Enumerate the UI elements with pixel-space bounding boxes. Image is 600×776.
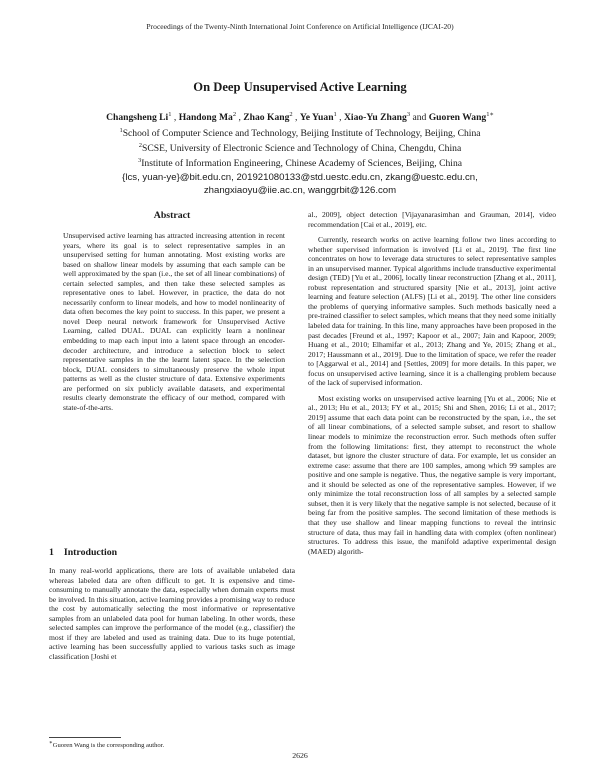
paragraph: Most existing works on unsupervised active learning [Yu et al., 2006; Nie et al., 2013; Hu et al., 2013; FY et al., 2015; Shi and Shen, 2016; Li et al., 2017; 2019] assume that each data point can be reconstructed by the span, i.e., the set of all linear combinations, of a selected sample subset, and resort to shallow linear models to minimize the reconstruction error. Such methods often suffer from the following limitations: first, they attempt to reconstruct the whole dataset, but ignore the cluster structure of data. For example, let us consider an extreme case: assume that there are 100 samples, among which 99 samples are positive and one sample is negative. Thus, the negative sample is very important, and it should be selected as one of the representative samples. However, if we only minimize the total reconstruction loss of all samples by a selected sample subset, then it is very likely that the negative sample is not selected, because of it being far from the positive samples. The second limitation of these methods is that they use shallow and linear mapping functions to reveal the intrinsic structure of data, thus may fail in handling data with complex (often nonlinear) structures. To address this issue, the manifold adaptive experimental design (MAED) algorith-: [308, 393, 556, 556]
author-separator: ,: [292, 112, 300, 124]
section-heading-introduction: [49, 547, 117, 558]
author-affil-mark: 1: [168, 111, 172, 118]
email-line: {lcs, yuan-ye}@bit.edu.cn, 201921080133@std.uestc.edu.cn, zkang@uestc.edu.cn,: [122, 172, 478, 183]
running-head: Proceedings of the Twenty-Ninth International Joint Conference on Artificial Intelligence (IJCAI-20): [146, 22, 454, 31]
author-separator: ,: [236, 112, 244, 124]
author-separator: ,: [171, 112, 179, 124]
author-separator: ,: [336, 112, 344, 124]
page-number: 2626: [292, 751, 308, 760]
author-affil-mark: 2: [289, 111, 293, 118]
author-list: [0, 108, 600, 124]
section-number: 1: [49, 547, 54, 558]
introduction-text: In many real-world applications, there are lots of available unlabeled data whereas labeled data are often difficult to get. It is expensive and time-consuming to manually annotate the data, especially when domain experts must be involved. In this situation, active learning provides a promising way to reduce the cost by automatically selecting the most informative or representative samples from an unlabeled data pool for human labeling. In other words, these selected samples can improve the performance of the model (e.g., classifier) the most if they are labeled and used as training data. Due to its huge potential, active learning has been successfully applied to various tasks such as image classification [Joshi et: [49, 566, 295, 661]
affiliation-text: Institute of Information Engineering, Chinese Academy of Sciences, Beijing, China: [141, 158, 463, 170]
footnote-divider: [49, 737, 121, 738]
paragraph: Currently, research works on active learning follow two lines according to whether supervised information is involved [Li et al., 2019]. The first line concentrates on how to leverage data structures to select representative samples in an unsupervised manner. Typical algorithms include transductive experimental design (TED) [Yu et al., 2006], locally linear reconstruction [Zhang et al., 2011], robust representation and structured sparsity [Nie et al., 2013], joint active learning and feature selection (ALFS) [Li et al., 2019]. The other line considers the problems of querying informative samples. Such methods basically need a pre-trained classifier to select samples, which means that they need some initially labeled data for training. In this line, many approaches have been proposed in the past decades [Freund et al., 1997; Kapoor et al., 2007; Jain and Kapoor, 2009; Huang et al., 2010; Elhamifar et al., 2013; Zhang and Ye, 2015; Zhang et al., 2017; Haussmann et al., 2019]. Due to the limitation of space, we refer the reader to [Aggarwal et al., 2014] and [Settles, 2009] for more details. In this paper, we focus on unsupervised active learning, since it is a challenging problem because of the lack of supervised information.: [308, 235, 556, 388]
abstract-text: Unsupervised active learning has attracted increasing attention in recent years, where its goal is to select representative samples in an unsupervised setting for human annotating. Most existing works are based on shallow linear models by assuming that each sample can be well approximated by the span (i.e., the set of all linear combinations) of certain selected samples, and then take these selected samples as representative ones to label. However, in practice, the data do not necessarily conform to linear models, and how to model nonlinearity of data often becomes the key point to success. In this paper, we present a novel Deep neural network framework for Unsupervised Active Learning, called DUAL. DUAL can explicitly learn a nonlinear embedding to map each input into a latent space through an encoder-decoder architecture, and introduce a selection block to select representative samples in the the learnt latent space. In the selection block, DUAL considers to simultaneously preserve the whole input patterns as well as the cluster structure of data. Extensive experiments are performed on six publicly available datasets, and experimental results clearly demonstrate the efficacy of our method, compared with state-of-the-arts.: [63, 231, 285, 412]
right-column: [308, 210, 556, 562]
footnote-mark: ∗: [49, 740, 53, 746]
paragraph: al., 2009], object detection [Vijayanarasimhan and Grauman, 2014], video recommendation [Cai et al., 2019], etc.: [308, 210, 556, 229]
author-name: Handong Ma: [178, 112, 233, 124]
section-title: Introduction: [63, 547, 118, 558]
author-affil-mark: 2: [232, 111, 237, 118]
affiliation: [0, 154, 600, 170]
footnote-text: Guoren Wang is the corresponding author.: [52, 742, 165, 750]
abstract-heading: Abstract: [153, 210, 191, 221]
email-block: [0, 171, 600, 197]
footnote: [49, 740, 164, 749]
author-affil-mark: 1∗: [486, 111, 494, 118]
author-separator: and: [410, 112, 429, 124]
affiliation-mark: 2: [138, 142, 143, 149]
author-name: Guoren Wang: [428, 112, 487, 124]
affiliation: [0, 139, 600, 155]
author-affil-mark: 3: [406, 111, 411, 118]
author-affil-mark: 1: [333, 111, 337, 118]
affiliation: [0, 124, 600, 140]
author-name: Zhao Kang: [243, 112, 290, 124]
author-name: Ye Yuan: [299, 112, 334, 124]
paper-title: On Deep Unsupervised Active Learning: [193, 80, 407, 94]
affiliation-mark: 1: [119, 127, 123, 134]
left-column: [49, 210, 295, 412]
affiliation-text: School of Computer Science and Technology, Beijing Institute of Technology, Beijing, China: [122, 128, 481, 140]
affiliation-mark: 3: [137, 157, 142, 164]
affiliation-text: SCSE, University of Electronic Science and Technology of China, Chengdu, China: [142, 143, 462, 155]
author-name: Changsheng Li: [106, 112, 169, 124]
author-name: Xiao-Yu Zhang: [343, 112, 407, 124]
email-line: zhangxiaoyu@iie.ac.cn, wanggrbit@126.com: [203, 185, 397, 196]
